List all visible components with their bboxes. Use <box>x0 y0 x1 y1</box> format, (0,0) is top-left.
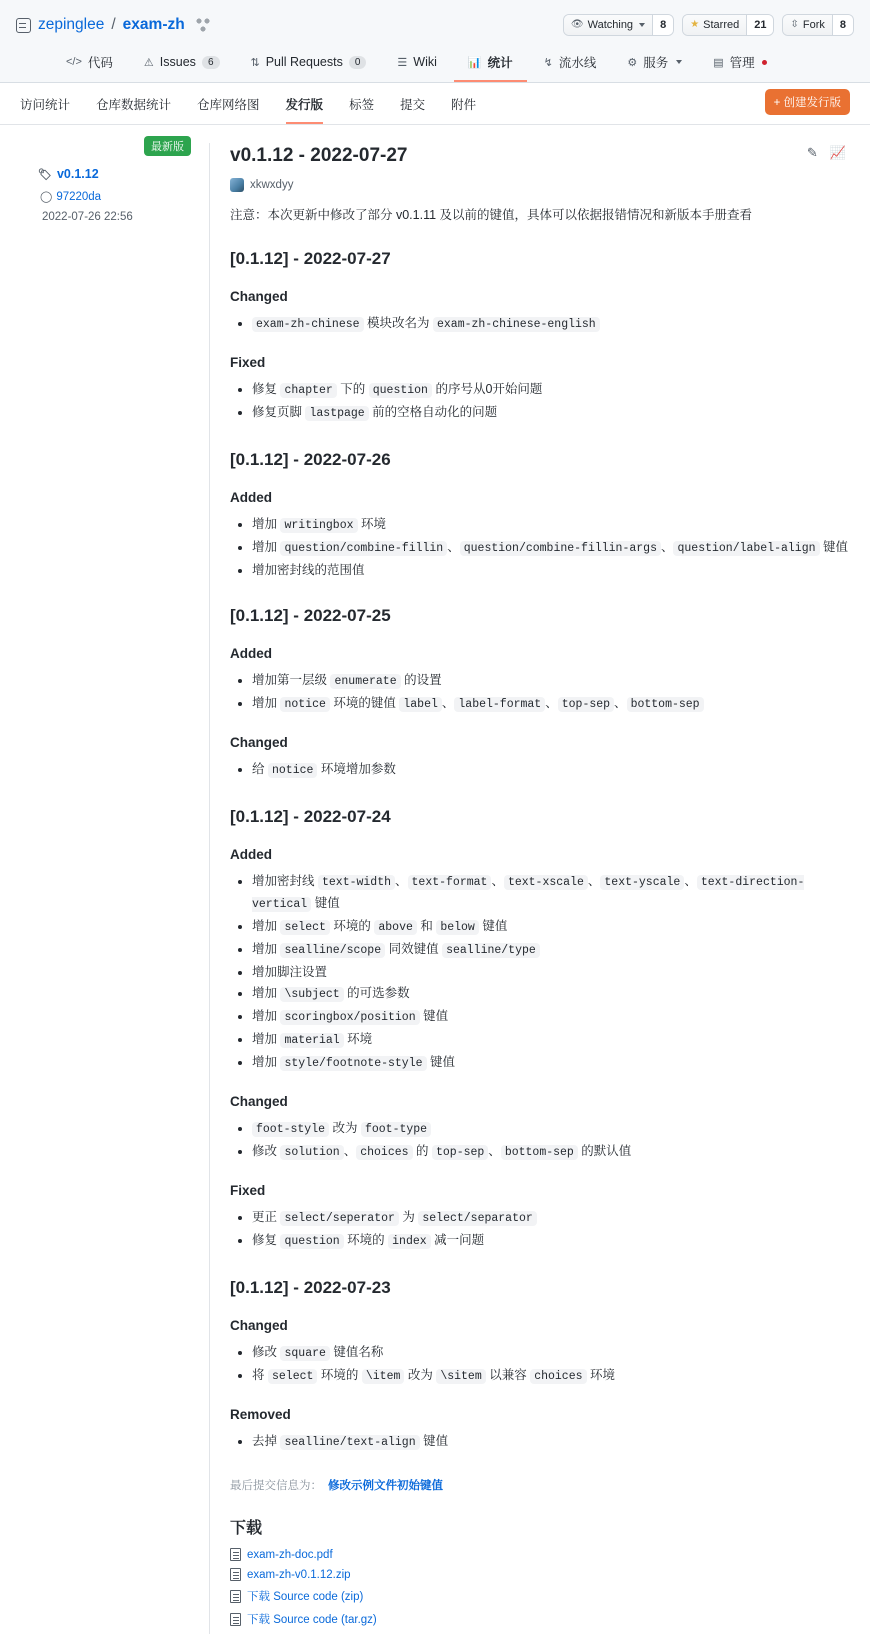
tab-pipeline[interactable] <box>530 46 611 82</box>
watch-button[interactable] <box>564 15 652 35</box>
changelog-item-list <box>230 670 850 715</box>
pipeline-icon: ↯ <box>543 56 553 69</box>
download-label: exam-zh-v0.1.12.zip <box>247 1568 351 1581</box>
changelog-item-list <box>230 379 850 424</box>
inline-code: text-yscale <box>600 875 684 890</box>
tab-pipeline-label: 流水线 <box>558 56 597 70</box>
changelog-item: • foot-style 改为 foot-type <box>252 1118 850 1140</box>
repo-breadcrumb <box>16 16 210 34</box>
inline-code: lastpage <box>305 406 368 421</box>
inline-code: label-format <box>454 697 545 712</box>
inline-code: style/footnote-style <box>280 1056 426 1071</box>
last-commit-label: 最后提交信息为： <box>230 1480 322 1492</box>
star-icon: ★ <box>690 19 700 30</box>
subnav-item-repo-stats[interactable]: 仓库数据统计 <box>96 98 172 112</box>
fork-label: Fork <box>802 19 825 31</box>
release-date: 2022-07-26 22:56 <box>42 211 133 223</box>
inline-code: enumerate <box>330 674 400 689</box>
subnav-item-visits[interactable]: 访问统计 <box>20 98 71 112</box>
watch-button-group[interactable] <box>563 14 674 36</box>
commit-icon: ◯ <box>40 191 53 203</box>
changelog-item-list <box>230 1207 850 1252</box>
download-link[interactable] <box>230 1548 850 1561</box>
inline-code: \sitem <box>436 1369 485 1384</box>
repo-owner-link[interactable]: zepinglee <box>38 16 105 33</box>
repo-header-row <box>16 14 854 36</box>
repo-nav-tabs <box>16 46 854 82</box>
inline-code: question <box>369 383 432 398</box>
changelog-item: • 增加 writingbox 环境 <box>252 514 850 536</box>
tab-manage-label: 管理 <box>729 56 755 70</box>
inline-code: text-xscale <box>504 875 588 890</box>
fork-button[interactable] <box>783 15 831 35</box>
changelog-item-list <box>230 514 850 580</box>
changelog-section-heading: Fixed <box>230 355 266 370</box>
release-notice: 注意：本次更新中修改了部分 v0.1.11 及以前的键值，具体可以依据报错情况和新版本手册查看 <box>230 208 753 222</box>
inline-code: question/combine-fillin <box>280 541 447 556</box>
repo-name-link[interactable]: exam-zh <box>122 16 185 33</box>
inline-code: text-direction-vertical <box>252 876 805 911</box>
inline-code: text-width <box>318 875 395 890</box>
file-icon <box>230 1568 241 1581</box>
inline-code: solution <box>280 1145 343 1160</box>
chevron-down-icon <box>676 60 682 64</box>
watch-count[interactable]: 8 <box>652 15 673 35</box>
tab-statistics[interactable] <box>454 46 527 82</box>
inline-code: choices <box>530 1369 586 1384</box>
inline-code: square <box>280 1346 329 1361</box>
changelog-item-list <box>230 1342 850 1387</box>
fork-icon: ⇳ <box>790 19 799 30</box>
inline-code: below <box>436 920 479 935</box>
star-count[interactable]: 21 <box>746 15 773 35</box>
inline-code: \subject <box>280 987 343 1002</box>
stats-icon[interactable]: 📈 <box>829 145 846 160</box>
chart-icon: 📊 <box>467 56 482 69</box>
inline-code: above <box>374 920 417 935</box>
changelog-item-list <box>230 1118 850 1163</box>
inline-code: foot-style <box>252 1122 329 1137</box>
download-link[interactable] <box>230 1588 850 1604</box>
changelog-item: • 去掉 sealline/text-align 键值 <box>252 1431 850 1453</box>
repo-actions <box>563 14 854 36</box>
changelog-section-heading: Changed <box>230 1318 288 1333</box>
downloads-heading: 下载 <box>230 1520 263 1537</box>
star-button-group[interactable] <box>682 14 774 36</box>
file-icon <box>230 1613 241 1626</box>
changelog-item: • 增加 \subject 的可选参数 <box>252 983 850 1005</box>
inline-code: exam-zh-chinese-english <box>433 317 600 332</box>
inline-code: sealline/text-align <box>280 1435 419 1450</box>
code-icon: </> <box>66 56 82 68</box>
changelog-item: • 增加 notice 环境的键值 label 、 label-format 、 top-sep 、 bottom-sep <box>252 693 850 715</box>
release-tag-link[interactable] <box>38 167 209 181</box>
downloads-list <box>230 1548 850 1627</box>
eye-icon: 👁 <box>570 19 584 30</box>
inline-code: material <box>280 1033 343 1048</box>
inline-code: question/combine-fillin-args <box>460 541 661 556</box>
inline-code: notice <box>280 697 329 712</box>
subnav-item-releases[interactable]: 发行版 <box>286 95 324 124</box>
changelog-section-heading: Changed <box>230 1094 288 1109</box>
changelog-section-heading: Removed <box>230 1407 291 1422</box>
tab-services[interactable] <box>613 46 696 82</box>
changelog-version-heading: [0.1.12] - 2022-07-25 <box>230 606 391 625</box>
release-commit-link[interactable] <box>40 190 101 203</box>
tab-code-label: 代码 <box>87 56 113 70</box>
download-link[interactable] <box>230 1611 850 1627</box>
subnav-item-attachments[interactable]: 附件 <box>451 98 477 112</box>
issue-icon: ⚠ <box>143 56 154 69</box>
changelog-item: • 将 select 环境的 \item 改为 \sitem 以兼容 choices 环境 <box>252 1365 850 1387</box>
inline-code: bottom-sep <box>501 1145 578 1160</box>
inline-code: top-sep <box>432 1145 488 1160</box>
subnav-item-commits[interactable]: 提交 <box>400 98 426 112</box>
inline-code: choices <box>356 1145 412 1160</box>
changelog-section-heading: Fixed <box>230 1183 266 1198</box>
tag-icon: 🏷 <box>38 168 52 181</box>
changelog-item: • 修复页脚 lastpage 前的空格自动化的问题 <box>252 402 850 424</box>
fork-network-icon <box>196 18 210 32</box>
release-action-icons <box>807 145 846 161</box>
changelog-item: • 修改 square 键值名称 <box>252 1342 850 1364</box>
changelog-item: • 增加密封线 text-width 、 text-format 、 text-xscale 、 text-yscale 、 text-direction-vertical 键值 <box>252 871 850 915</box>
inline-code: bottom-sep <box>627 697 704 712</box>
service-icon: ⚙ <box>627 56 638 69</box>
inline-code: writingbox <box>280 518 357 533</box>
changelog-version-heading: [0.1.12] - 2022-07-24 <box>230 807 391 826</box>
changelog-version-heading: [0.1.12] - 2022-07-27 <box>230 249 391 268</box>
changelog-item: • exam-zh-chinese 模块改名为 exam-zh-chinese-english <box>252 313 850 335</box>
download-label: 下载 Source code (tar.gz) <box>247 1614 377 1626</box>
inline-code: text-format <box>408 875 492 890</box>
tab-wiki-label: Wiki <box>413 55 437 69</box>
inline-code: select <box>268 1369 317 1384</box>
changelog-item: • 增加脚注设置 <box>252 962 850 982</box>
changelog-item: • 给 notice 环境增加参数 <box>252 759 850 781</box>
subnav-item-network-graph[interactable]: 仓库网络图 <box>197 98 260 112</box>
file-icon <box>230 1548 241 1561</box>
changelog-item: • 修改 solution 、 choices 的 top-sep 、 bottom-sep 的默认值 <box>252 1141 850 1163</box>
release-sidebar <box>20 143 210 1634</box>
wiki-icon: ☰ <box>397 56 408 69</box>
changelog-item-list <box>230 313 850 335</box>
create-release-button[interactable]: + 创建发行版 <box>765 89 850 115</box>
tab-issues[interactable] <box>130 46 234 82</box>
avatar[interactable] <box>230 178 244 192</box>
changelog-version-heading: [0.1.12] - 2022-07-26 <box>230 450 391 469</box>
last-commit-info <box>230 1477 850 1493</box>
release-content <box>0 125 870 1634</box>
latest-release-badge: 最新版 <box>144 136 191 156</box>
edit-icon[interactable]: ✎ <box>806 145 818 160</box>
release-title: v0.1.12 - 2022-07-27 <box>230 145 408 166</box>
inline-code: exam-zh-chinese <box>252 317 364 332</box>
inline-code: select/seperator <box>280 1211 398 1226</box>
fork-button-group[interactable] <box>782 14 854 36</box>
download-label: exam-zh-doc.pdf <box>247 1548 333 1561</box>
last-commit-link[interactable]: 修改示例文件初始键值 <box>328 1480 443 1492</box>
changelog-section-heading: Changed <box>230 289 288 304</box>
changelog-item: • 增加 scoringbox/position 键值 <box>252 1006 850 1028</box>
changelog-section-heading: Added <box>230 490 272 505</box>
changelog-section-heading: Added <box>230 847 272 862</box>
release-body <box>210 143 850 1634</box>
changelog-item: • 更正 select/seperator 为 select/separator <box>252 1207 850 1229</box>
inline-code: top-sep <box>558 697 614 712</box>
subnav-item-tags[interactable]: 标签 <box>349 98 375 112</box>
tab-services-label: 服务 <box>643 56 669 70</box>
file-icon <box>230 1590 241 1603</box>
tab-statistics-label: 统计 <box>487 56 513 70</box>
tab-manage[interactable] <box>699 46 780 82</box>
changelog-item: • 增加密封线的范围值 <box>252 560 850 580</box>
inline-code: chapter <box>280 383 336 398</box>
fork-count[interactable]: 8 <box>832 15 853 35</box>
release-commit-sha: 97220da <box>56 190 102 203</box>
changelog-item: • 增加 sealline/scope 同效键值 sealline/type <box>252 939 850 961</box>
manage-icon: ▤ <box>713 56 724 69</box>
download-label: 下载 Source code (zip) <box>247 1591 364 1603</box>
star-button[interactable] <box>683 15 746 35</box>
inline-code: index <box>388 1234 431 1249</box>
changelog-item: • 增加第一层级 enumerate 的设置 <box>252 670 850 692</box>
inline-code: sealline/type <box>442 943 540 958</box>
inline-code: sealline/scope <box>280 943 385 958</box>
tab-wiki[interactable] <box>383 46 450 82</box>
inline-code: \item <box>362 1369 405 1384</box>
pull-requests-count-badge: 0 <box>349 56 367 69</box>
changelog-item: • 增加 style/footnote-style 键值 <box>252 1052 850 1074</box>
inline-code: select/separator <box>418 1211 536 1226</box>
repository-icon <box>16 18 31 33</box>
statistics-subnav <box>0 83 870 125</box>
repo-separator: / <box>111 16 116 33</box>
changelog-item-list <box>230 759 850 781</box>
tab-issues-label: Issues <box>159 55 196 69</box>
issues-count-badge: 6 <box>202 56 220 69</box>
inline-code: notice <box>268 763 317 778</box>
changelog-item: • 修复 question 环境的 index 减一问题 <box>252 1230 850 1252</box>
changelog-item-list <box>230 871 850 1074</box>
inline-code: label <box>399 697 442 712</box>
release-tag-label: v0.1.12 <box>56 167 99 181</box>
changelog-item: • 增加 question/combine-fillin 、 question/combine-fillin-args 、 question/label-align 键值 <box>252 537 850 559</box>
changelog-item-list <box>230 1431 850 1453</box>
pull-request-icon: ⇅ <box>250 56 260 69</box>
changelog-item: • 增加 material 环境 <box>252 1029 850 1051</box>
changelog-version-heading: [0.1.12] - 2022-07-23 <box>230 1278 391 1297</box>
inline-code: foot-type <box>361 1122 431 1137</box>
release-author-name[interactable]: xkwxdyy <box>250 179 294 191</box>
release-author <box>230 178 850 192</box>
changelog <box>230 249 850 1453</box>
changelog-section-heading: Changed <box>230 735 288 750</box>
changelog-section-heading: Added <box>230 646 272 661</box>
inline-code: select <box>280 920 329 935</box>
inline-code: question/label-align <box>673 541 819 556</box>
changelog-item: • 修复 chapter 下的 question 的序号从0开始问题 <box>252 379 850 401</box>
tab-pull-requests[interactable] <box>237 46 381 82</box>
star-label: Starred <box>703 19 740 31</box>
watch-label: Watching <box>587 19 634 31</box>
tab-pull-requests-label: Pull Requests <box>265 55 343 69</box>
tab-code[interactable] <box>52 46 127 82</box>
download-link[interactable] <box>230 1568 850 1581</box>
changelog-item: • 增加 select 环境的 above 和 below 键值 <box>252 916 850 938</box>
inline-code: scoringbox/position <box>280 1010 419 1025</box>
repo-header <box>0 0 870 83</box>
chevron-down-icon <box>639 23 645 27</box>
manage-alert-dot <box>762 60 767 65</box>
inline-code: question <box>280 1234 343 1249</box>
